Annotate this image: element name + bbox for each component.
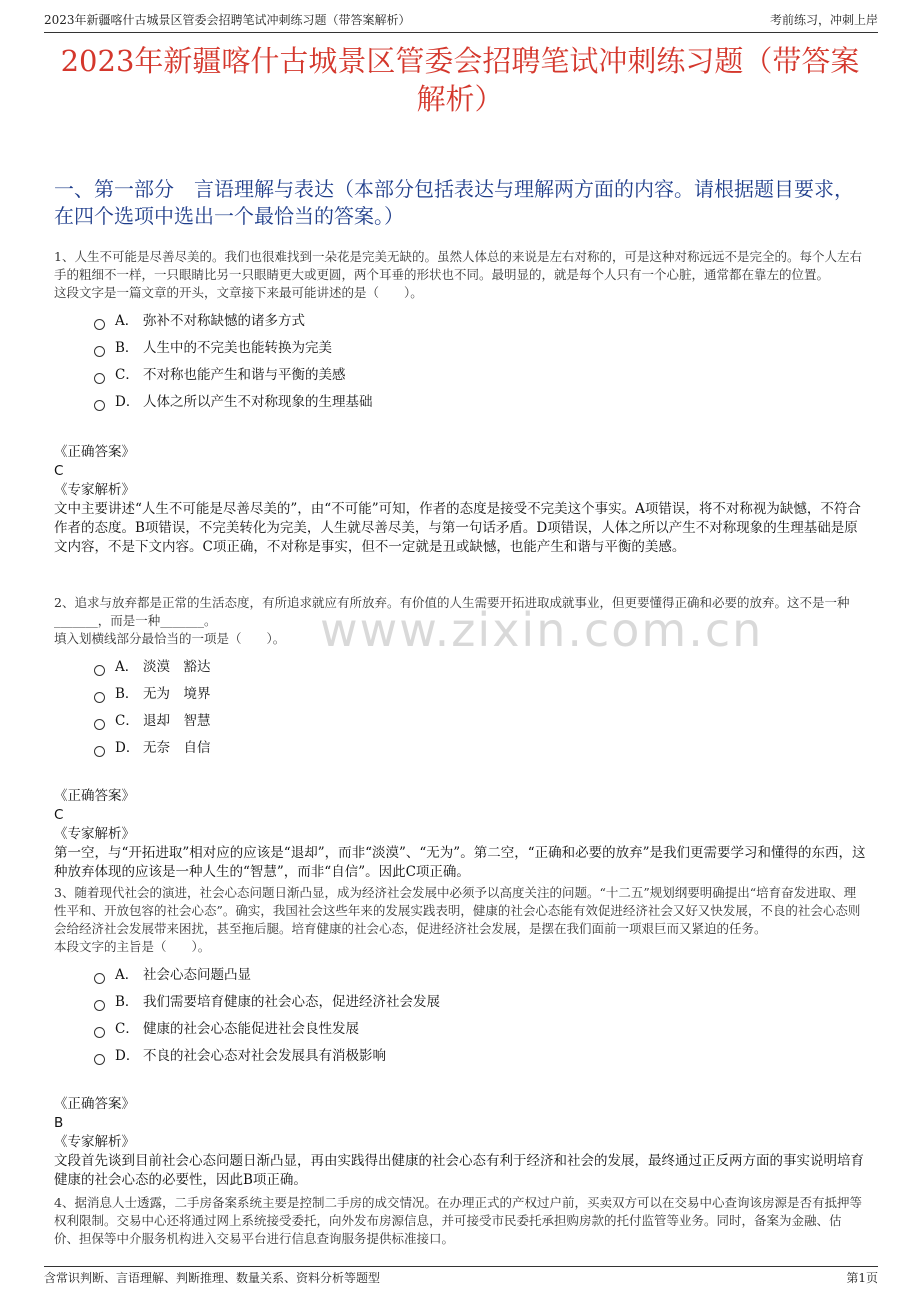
radio-icon[interactable] <box>94 746 105 757</box>
option-d[interactable]: D． 人体之所以产生不对称现象的生理基础 <box>94 389 866 416</box>
radio-icon[interactable] <box>94 400 105 411</box>
option-list <box>94 654 866 762</box>
page-header <box>44 10 878 33</box>
option-b[interactable]: B． 我们需要培育健康的社会心态，促进经济社会发展 <box>94 989 866 1016</box>
header-doc-title: 2023年新疆喀什古城景区管委会招聘笔试冲刺练习题（带答案解析） <box>44 13 411 27</box>
answer-label: 《正确答案》 <box>54 788 135 804</box>
radio-icon[interactable] <box>94 973 105 984</box>
explanation-label: 《专家解析》 <box>54 1134 135 1150</box>
radio-icon[interactable] <box>94 373 105 384</box>
radio-icon[interactable] <box>94 692 105 703</box>
question-1 <box>54 248 866 557</box>
explanation-label: 《专家解析》 <box>54 826 135 842</box>
question-stem: 1、人生不可能是尽善尽美的。我们也很难找到一朵花是完美无缺的。虽然人体总的来说是左右对称的，可是这种对称远远不是完全的。每个人左右手的粗细不一样，一只眼睛比另一只眼睛更大或更圆，两个耳垂的形状也不同。最明显的，就是每个人只有一个心脏，通常都在靠左的位置。 <box>54 249 862 282</box>
radio-icon[interactable] <box>94 346 105 357</box>
option-list <box>94 308 866 416</box>
answer-label: 《正确答案》 <box>54 1096 135 1112</box>
answer-value: C <box>54 463 64 479</box>
section-heading: 一、第一部分 言语理解与表达（本部分包括表达与理解两方面的内容。请根据题目要求，在四个选项中选出一个最恰当的答案。） <box>54 177 854 228</box>
radio-icon[interactable] <box>94 665 105 676</box>
question-stem: 3、随着现代社会的演进，社会心态问题日渐凸显，成为经济社会发展中必须予以高度关注的问题。“十二五”规划纲要明确提出“培育奋发进取、理性平和、开放包容的社会心态”。确实，我国社会这些年来的发展实践表明，健康的社会心态能有效促进经济社会又好又快发展，不良的社会心态则会给经济社会发展带来困扰，甚至拖后腿。培育健康的社会心态，促进经济社会发展，是摆在我们面前一项艰巨而又紧迫的任务。 <box>54 885 861 936</box>
option-d[interactable]: D． 无奈 自信 <box>94 735 866 762</box>
answer-value: B <box>54 1115 64 1131</box>
option-c[interactable]: C． 退却 智慧 <box>94 708 866 735</box>
option-a[interactable]: A． 淡漠 豁达 <box>94 654 866 681</box>
radio-icon[interactable] <box>94 1054 105 1065</box>
option-list <box>94 962 866 1070</box>
option-c[interactable]: C． 健康的社会心态能促进社会良性发展 <box>94 1016 866 1043</box>
footer-note: 含常识判断、言语理解、判断推理、数量关系、资料分析等题型 <box>44 1271 381 1285</box>
question-stem: 4、据消息人士透露，二手房备案系统主要是控制二手房的成交情况。在办理正式的产权过户前，买卖双方可以在交易中心查询该房源是否有抵押等权利限制。交易中心还将通过网上系统接受委托，向外发布房源信息，并可接受市民委托承担购房款的托付监管等业务。同时，备案为金融、估价、担保等中介服务机构进入交易平台进行信息查询服务提供标准接口。 <box>54 1195 862 1246</box>
document-title: 2023年新疆喀什古城景区管委会招聘笔试冲刺练习题（带答案解析） <box>60 44 860 116</box>
option-a[interactable]: A． 弥补不对称缺憾的诸多方式 <box>94 308 866 335</box>
option-a[interactable]: A． 社会心态问题凸显 <box>94 962 866 989</box>
page-number: 第1页 <box>846 1271 878 1285</box>
answer-value: C <box>54 807 64 823</box>
question-prompt: 填入划横线部分最恰当的一项是（ ）。 <box>54 631 286 646</box>
question-3 <box>54 884 866 1190</box>
watermark: www.zixin.com.cn <box>320 603 764 657</box>
radio-icon[interactable] <box>94 319 105 330</box>
explanation-label: 《专家解析》 <box>54 482 135 498</box>
option-c[interactable]: C． 不对称也能产生和谐与平衡的美感 <box>94 362 866 389</box>
page-footer <box>44 1266 878 1291</box>
option-b[interactable]: B． 人生中的不完美也能转换为完美 <box>94 335 866 362</box>
answer-label: 《正确答案》 <box>54 444 135 460</box>
option-d[interactable]: D． 不良的社会心态对社会发展具有消极影响 <box>94 1043 866 1070</box>
radio-icon[interactable] <box>94 1027 105 1038</box>
radio-icon[interactable] <box>94 1000 105 1011</box>
explanation-text: 文段首先谈到目前社会心态问题日渐凸显，再由实践得出健康的社会心态有利于经济和社会的发展，最终通过正反两方面的事实说明培育健康的社会心态的必要性，因此B项正确。 <box>54 1153 864 1188</box>
explanation-text: 文中主要讲述“人生不可能是尽善尽美的”，由“不可能”可知，作者的态度是接受不完美这个事实。A项错误，将不对称视为缺憾，不符合作者的态度。B项错误，不完美转化为完美，人生就尽善尽美，与第一句话矛盾。D项错误，人体之所以产生不对称现象的生理基础是原文内容，不是下文内容。C项正确，不对称是事实，但不一定就是丑或缺憾，也能产生和谐与平衡的美感。 <box>54 501 861 555</box>
explanation-text: 第一空，与“开拓进取”相对应的应该是“退却”，而非“淡漠”、“无为”。第二空，“正确和必要的放弃”是我们更需要学习和懂得的东西，这种放弃体现的应该是一种人生的“智慧”，而非“自信”。因此C项正确。 <box>54 845 866 880</box>
radio-icon[interactable] <box>94 719 105 730</box>
question-prompt: 这段文字是一篇文章的开头，文章接下来最可能讲述的是（ ）。 <box>54 285 423 300</box>
header-slogan: 考前练习，冲刺上岸 <box>769 13 878 27</box>
question-2 <box>54 594 866 882</box>
option-b[interactable]: B． 无为 境界 <box>94 681 866 708</box>
question-4 <box>54 1194 866 1248</box>
question-prompt: 本段文字的主旨是（ ）。 <box>54 939 211 954</box>
question-stem: 2、追求与放弃都是正常的生活态度，有所追求就应有所放弃。有价值的人生需要开拓进取成就事业，但更要懂得正确和必要的放弃。这不是一种_______，而是一种_______。 <box>54 595 850 628</box>
